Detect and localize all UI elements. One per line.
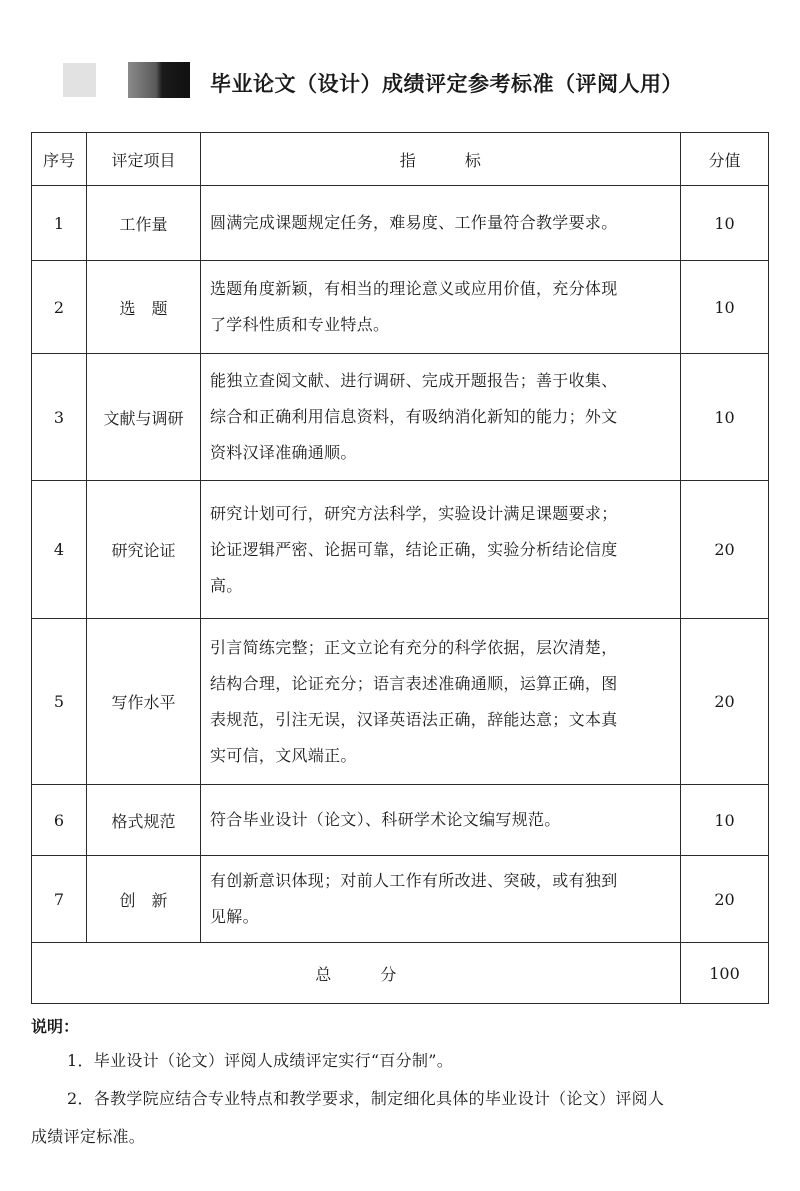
row-indicator: [201, 261, 681, 354]
row-item: 选 题: [87, 261, 201, 354]
header-score: 分值: [681, 133, 769, 186]
grading-table: [31, 132, 769, 1004]
indicator-line: 表规范，引注无误，汉译英语法正确，辞能达意；文本真: [210, 709, 618, 729]
row-score: 10: [681, 354, 769, 481]
row-score: 10: [681, 186, 769, 261]
row-item: 创 新: [87, 856, 201, 943]
table-row: [32, 186, 769, 261]
row-item: 研究论证: [87, 481, 201, 619]
row-num: 2: [32, 261, 87, 354]
table-row: [32, 354, 769, 481]
row-indicator: [201, 186, 681, 261]
row-indicator: [201, 785, 681, 856]
row-item: 格式规范: [87, 785, 201, 856]
row-indicator: [201, 481, 681, 619]
row-num: 3: [32, 354, 87, 481]
note-item-continued: 成绩评定标准。: [31, 1127, 146, 1146]
indicator-line: 论证逻辑严密、论据可靠，结论正确，实验分析结论信度: [210, 539, 618, 559]
table-header-row: [32, 133, 769, 186]
note-item: 1．毕业设计（论文）评阅人成绩评定实行“百分制”。: [67, 1051, 454, 1070]
indicator-line: 研究计划可行，研究方法科学，实验设计满足课题要求；: [210, 503, 618, 523]
row-num: 7: [32, 856, 87, 943]
row-score: 20: [681, 856, 769, 943]
row-score: 10: [681, 261, 769, 354]
row-indicator: [201, 354, 681, 481]
indicator-line: 高。: [210, 575, 243, 595]
row-num: 4: [32, 481, 87, 619]
table-row: [32, 856, 769, 943]
row-score: 20: [681, 619, 769, 785]
row-indicator: [201, 856, 681, 943]
redacted-block-light: [63, 63, 96, 97]
indicator-line: 有创新意识体现；对前人工作有所改进、突破，或有独到: [210, 871, 618, 890]
row-item: 写作水平: [87, 619, 201, 785]
indicator-line: 能独立查阅文献、进行调研、完成开题报告；善于收集、: [210, 371, 618, 390]
notes-title: 说明：: [31, 1017, 80, 1036]
row-indicator: [201, 619, 681, 785]
indicator-line: 见解。: [210, 907, 259, 926]
indicator-line: 综合和正确利用信息资料，有吸纳消化新知的能力；外文: [210, 407, 618, 426]
header-indicator: 指 标: [201, 133, 681, 186]
row-item: 工作量: [87, 186, 201, 261]
indicator-line: 结构合理，论证充分；语言表述准确通顺，运算正确，图: [210, 673, 618, 693]
note-item: 2．各教学院应结合专业特点和教学要求，制定细化具体的毕业设计（论文）评阅人: [67, 1089, 665, 1108]
header-num: 序号: [32, 133, 87, 186]
indicator-line: 资料汉译准确通顺。: [210, 443, 357, 462]
total-label: 总 分: [32, 943, 681, 1004]
row-num: 5: [32, 619, 87, 785]
table-row: [32, 619, 769, 785]
indicator-line: 选题角度新颖，有相当的理论意义或应用价值，充分体现: [210, 279, 618, 298]
indicator-line: 实可信，文风端正。: [210, 745, 357, 765]
indicator-line: 符合毕业设计（论文）、科研学术论文编写规范。: [210, 810, 561, 829]
row-score: 20: [681, 481, 769, 619]
row-num: 1: [32, 186, 87, 261]
row-item: 文献与调研: [87, 354, 201, 481]
indicator-line: 引言简练完整；正文立论有充分的科学依据，层次清楚，: [210, 637, 618, 657]
table-row: [32, 481, 769, 619]
row-num: 6: [32, 785, 87, 856]
total-score: 100: [681, 943, 769, 1004]
indicator-line: 圆满完成课题规定任务，难易度、工作量符合教学要求。: [210, 213, 618, 232]
header-item: 评定项目: [87, 133, 201, 186]
table-row: [32, 261, 769, 354]
redacted-block-dark: [128, 62, 190, 98]
indicator-line: 了学科性质和专业特点。: [210, 315, 390, 334]
page-title: 毕业论文（设计）成绩评定参考标准（评阅人用）: [210, 72, 683, 96]
table-row: [32, 785, 769, 856]
total-row: [32, 943, 769, 1004]
row-score: 10: [681, 785, 769, 856]
